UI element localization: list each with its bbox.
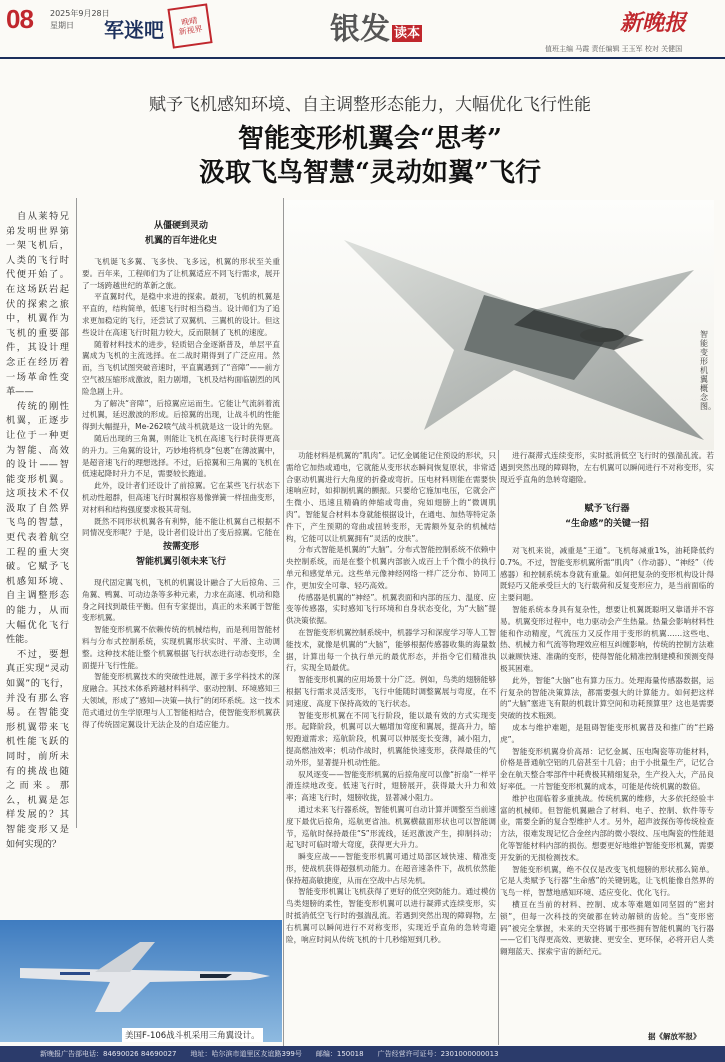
intro-paragraph: 不过，要想真正实现“灵动如翼”的飞行，并没有那么容易。在智能变形机翼带来飞机性能飞跃的同时，前所未有的挑战也随之而来。那么，机翼是怎样发展的？其智能变形又是如何实现的？ [6, 648, 69, 850]
footer-postcode: 邮编：150018 [315, 1050, 364, 1058]
editors-line: 值班主编 马霞 责任编辑 王玉军 校对 关健国 [545, 45, 683, 53]
column-divider [498, 450, 499, 1045]
footer-phone: 新晚报广告部电话：84690026 84690027 [40, 1050, 177, 1058]
intro-paragraph: 自从莱特兄弟发明世界第一架飞机后，人类的飞行时代便开始了。在这场跃岩起伏的探索之旅中，机翼作为飞机的重要部件，其设计理念正在经历着一场革命性变革—— [6, 211, 69, 398]
page-header [0, 0, 725, 58]
column-name: 军迷吧 [104, 18, 164, 42]
section-2-body: 现代固定翼飞机，飞机的机翼设计融合了大后掠角、三角翼、鸭翼、可动边条等多种元素，力求在高速、机动和隐身之间找到最佳平衡。但有专家提出，真正的未来属于智能变形机翼。 智能变形机翼不依赖传统的机械结构，而是利用智能材料与分布式控制系统，实现机翼形状实时、平滑、主动调整。这种技术能让整个机翼根据飞行状态进行动态变形，全面提升飞行性能。 智能变形机翼技术的突破性进展，源于多学科技术的深度融合。其技术体系跨越材料科学、驱动控制、环境感知三大领域，形成了“感知—决策—执行”的闭环系统。这一技术范式通过仿生学原理与人工智能相结合，使智能变形机翼获得了传统固定翼设计无法企及的自适应能力。 [82, 578, 280, 729]
page-number: 08 [6, 4, 33, 34]
issue-date: 2025年9月28日 星期日 [50, 9, 110, 30]
intro-paragraph: 传统的刚性机翼，正逐步让位于一种更为智能、高效的设计——智能变形机翼。这项技术不仅汲取了自然界飞鸟的智慧，更代表着航空工程的重大突破。它赋予飞机感知环境、自主调整形态的能力，从而大幅优化飞行性能。 [6, 400, 69, 646]
middle-column-body: 功能材料是机翼的“肌肉”。记忆金属能记住预设的形状，只需给它加热或通电，它就能从变形状态瞬间恢复原状，非常适合驱动机翼进行大角度的折叠或弯折。压电材料则能在需要快速响应时，如抑制机翼的颤振。只要给它施加电压，它就会产生微小、迅速且精确的伸缩或弯曲，宛如翅膀上的“微调肌肉”。智能复合材料本身就能根据设计，在通电、加热等特定条件下，产生预期的弯曲或扭转变形，无需额外复杂的机械结构，它能可以让机翼拥有“灵活的皮肤”。 分布式智能是机翼的“大脑”。分布式智能控制系统不依赖中央控制系统，而是在整个机翼内部嵌入成百上千个微小的执行单元和感觉单元。这些单元像神经网络一样广泛分布、协同工作，更加安全可靠、轻巧高效。 传感器是机翼的“神经”。机翼表面和内部的压力、温度、应变等传感器，实时感知飞行环境和自身状态变化，为“大脑”提供决策依据。 在智能变形机翼控制系统中，机器学习和深度学习等人工智能技术，就像是机翼的“大脑”，能够根据传感器收集的海量数据，计算出每一个执行单元的最优形态，并指令它们精准执行，实现全局最优。 智能变形机翼的应用场景十分广泛。例如，鸟类的翅膀能够根据飞行需求灵活变形，飞行中能随时调整翼展与弯度，在不同速度、高度下保持高效的飞行状态。 智能变形机翼在不同飞行阶段，能以最有效的方式实现变形。起降阶段，机翼可以大幅增加弯度和翼展，提高升力，缩短跑道需求；巡航阶段，机翼可以伸展变长变薄，减小阻力，提高燃油效率；机动作战时，机翼能快速变形，获得最佳的气动外形，显著提升机动性能。 驭风逐变——智能变形机翼的后掠角度可以像“折扇”一样平滑连续地改变。低速飞行时，翅膀展开，获得最大升力和效率；高速飞行时，翅膀收拢，显著减小阻力。 通过未来飞行器系统，智能机翼可自动计算并调整至当前速度下最优后掠角，巡航更省油。机翼横截面形状也可以智能调节，巡航时保持最佳“S”形流线，延迟激波产生，抑制抖动；起飞时可临时增大弯度，获得更大升力。 瞬变应战——智能变形机翼可通过局部区域快速、精准变形，使战机获得超强机动能力。在超音速条件下，战机依然能保持超高敏捷度，从而在空战中占尽先机。 智能变形机翼让飞机获得了更好的低空突防能力。通过模仿鸟类翅膀的柔性，智能变形机翼可以进行凝滞式连续变形，实时抵消低空飞行时的强湍乱流。若遇到突然出现的障碍物，左右机翼可以瞬间进行不对称变形，实现近乎直角的急转弯避险，响应时间从传统飞机的十几秒缩短到几秒。 [286, 451, 496, 944]
jet-illustration [284, 200, 714, 450]
column-divider [283, 198, 284, 1048]
section-heading-3: 赋予飞行器 “生命感”的关键一招 [565, 504, 649, 529]
f106-illustration [0, 920, 282, 1042]
column-divider [76, 198, 77, 828]
right-column-lead: 进行凝滞式连续变形，实时抵消低空飞行时的强湍乱流。若遇到突然出现的障碍物，左右机翼可以瞬间进行不对称变形，实现近乎直角的急转弯避险。 [500, 451, 714, 484]
section-1-body: 飞机诞飞多翼、飞多快、飞多远，机翼的形状至关重要。百年来，工程师们为了让机翼适应不同飞行需求，展开了一场跨越世纪的革新之旅。 平直翼时代，是稳中求进的探索。最初，飞机的机翼是平直的，结构简单，低速飞行时相当稳当。设计师们为了追求更加稳定的飞行，还尝试了双翼机、三翼机的设计。但这些设计在高速飞行时阻力较大，反而限制了飞机的速度。 随着材料技术的进步，轻质铝合金逐渐普及，单层平直翼成为飞机的主流选择。在二战时期得到了广泛应用。然而，当飞机试图突破音速时，平直翼遇到了“音障”——前方空气被压缩形成激波，阻力剧增，飞机及结构面临剧烈的风险急剧上升。 为了解决“音障”，后掠翼应运而生。它能让气流斜着流过机翼，延迟激波的形成。后掠翼的出现，让战斗机的性能得到大幅提升，Me-262喷气战斗机就是这一设计的先驱。 随后出现的三角翼，则能让飞机在高速飞行时获得更高的升力。三角翼的设计，巧妙地将机身“包裹”在薄波翼中，是超音速飞行的理想选择。不过，后掠翼和三角翼的飞机在低速起降时升力不足，需要较长跑道。 此外，设计者们还设计了前掠翼。它在某些飞行状态下机动性超群，但高速飞行时翼根容易像弹簧一样扭曲变形，对材料和结构强度要求极其苛刻。 既然不同形状机翼各有利弊，能不能让机翼自己根据不同情况变形呢？于是，设计者们设计出了变后掠翼。它能在 [82, 257, 280, 538]
section-heading-2: 按需变形 智能机翼引领未来飞行 [135, 542, 226, 567]
main-title-line-2: 汲取飞鸟智慧“灵动如翼”飞行 [199, 158, 541, 188]
footer-license: 广告经营许可证号：2301000000013 [377, 1050, 499, 1058]
kicker-headline: 赋予飞机感知环境、自主调整形态能力，大幅优化飞行性能 [149, 95, 591, 115]
morphing-wing-concept-image [284, 200, 714, 450]
newspaper-logo: 新晚报 [620, 10, 687, 36]
page-footer [0, 1046, 725, 1062]
footer-address: 地址：哈尔滨市道里区友谊路399号 [190, 1050, 302, 1058]
intro-column [6, 210, 69, 852]
main-title-line-1: 智能变形机翼会“思考” [238, 124, 502, 154]
section-heading-1: 从僵硬到灵动 机翼的百年进化史 [144, 221, 217, 246]
photo-caption-1: 智能变形机翼概念图。 [700, 330, 716, 411]
section-3-body: 对飞机来说，减重是“王道”。飞机每减重1%，油耗降低约0.7%。不过，智能变形机翼所需“肌肉”（作动器）、“神经”（传感器）和控制系统本身就有重量。如何把复杂的变形机构设计得既轻巧又能承受巨大的飞行载荷和反复变形应力，是当前面临的主要问题。 智能系统本身具有复杂性，想要让机翼既聪明又靠谱并不容易。机翼变形过程中，电力驱动会产生热量。热量会影响材料性能和作动精度，气流压力又反作用于变形的机翼……这些电、热、机械力和气流等物理效应相互纠缠影响，传统的控制方法难以兼顾快速、准确的变形，使得智能化精准控制建模和预测变得极其困难。 此外，智能“大脑”也有算力压力。处理海量传感器数据，运行复杂的智能决策算法，都需要强大的计算能力。如何把这样的“大脑”塞进飞有限的机载计算空间和功耗预算里？这也是需要突破的技术瓶颈。 成本与维护难题，是阻碍智能变形机翼普及和推广的“拦路虎”。 智能变形机翼身价高昂：记忆金属、压电陶瓷等功能材料，价格是普通航空铝的几倍甚至十几倍；由于小批量生产，记忆合金在航天整合零部件中耗费极其精细复杂，生产投入大，产品良好率低。一片智能变形机翼的成本，可能是传统机翼的数倍。 维护也面临着多重挑战。传统机翼的维修，大多依托经验丰富的机械师。但智能机翼融合了材料、电子、控制、软件等专业，需要全新的复合型维护人才。另外，超声波探伤等传统检查方法，很难发现记忆合金丝内部的微小裂纹、压电陶瓷的性能退化等智能材料内部的损伤。想要更好地维护智能变形机翼，需要开发新的无损检测技术。 智能变形机翼，绝不仅仅是改变飞机翅膀的形状那么简单。它是人类赋予飞行器“生命感”的关键钥匙，让飞机能像自然界的飞鸟一样，智慧地感知环境、适应变化、优化飞行。 横亘在当前的材料、控制、成本等难题如同坚固的“密封锁”，但每一次科技的突破都在转动解锁的齿轮。当“变形密码”被完全掌握，未来的天空将属于那些拥有智能机翼的飞行器——它们飞得更高效、更敏捷、更安全、更环保，必将开启人类翱翔蓝天、探索宇宙的新纪元。 [500, 546, 714, 957]
f106-photo [0, 920, 282, 1042]
header-rule [0, 57, 725, 59]
seal-logo: 晚晴 新视界 [167, 3, 212, 48]
photo-caption-2: 美国F-106战斗机采用三角翼设计。 [122, 1028, 263, 1042]
source-credit: 据《解放军报》 [648, 1032, 701, 1041]
masthead: 银发 读本 [330, 12, 421, 47]
